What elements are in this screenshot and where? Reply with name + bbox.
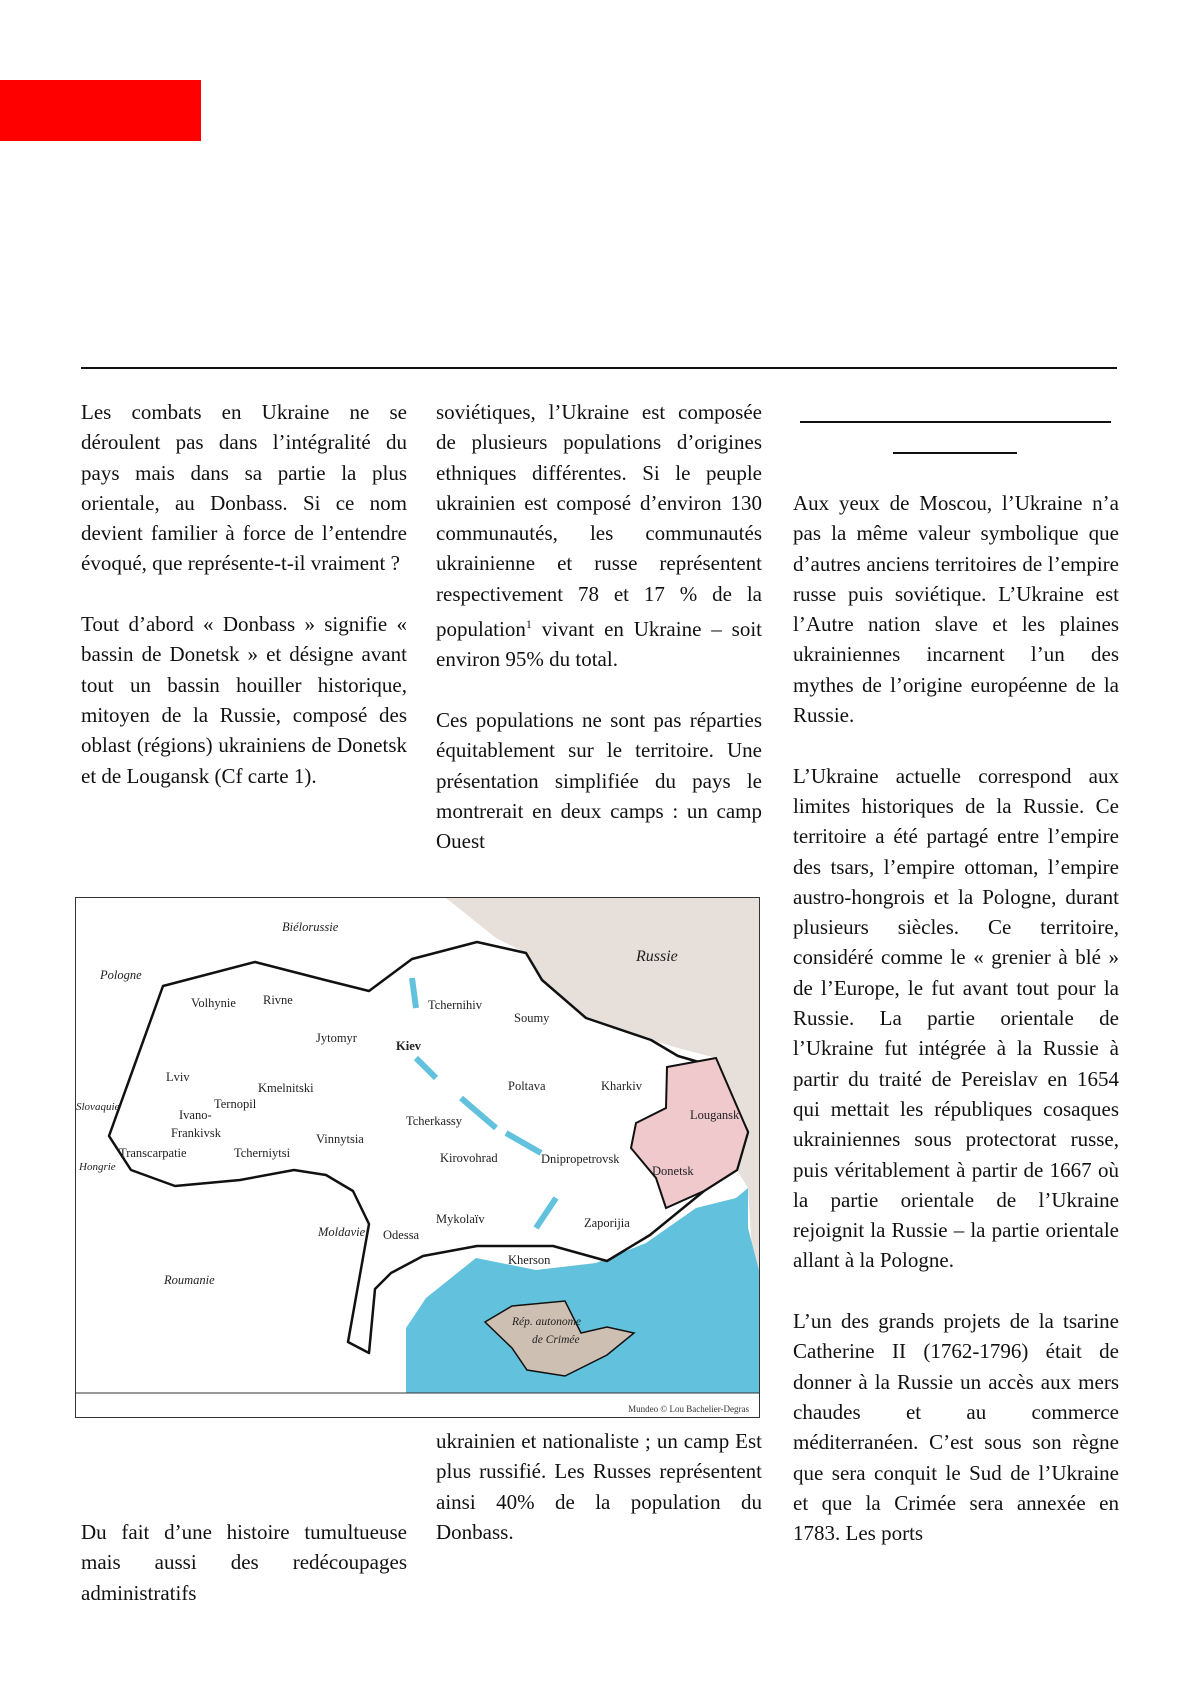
label-transcarpatie: Transcarpatie — [119, 1146, 187, 1160]
paragraph: Les combats en Ukraine ne se déroulent pas dans l’intégralité du pays mais dans sa partie la plus orientale, au Donbass. Si ce nom devient familier à force de l’entendre évoqué, que représente-t-il vraiment ? — [81, 400, 407, 576]
label-donetsk: Donetsk — [652, 1164, 694, 1178]
footnote-ref[interactable]: 1 — [525, 617, 532, 632]
label-kmelnitski: Kmelnitski — [258, 1081, 314, 1095]
label-odessa: Odessa — [383, 1228, 420, 1242]
paragraph: Tout d’abord « Donbass » signifie « bassin de Donetsk » et désigne avant tout un bassin houiller historique, mitoyen de la Russie, composé des oblast (régions) ukrainiens de Donetsk et de Lougansk (Cf carte 1). — [81, 612, 407, 788]
label-lviv: Lviv — [166, 1070, 190, 1084]
header-rule — [81, 367, 1117, 369]
column-2 — [436, 397, 762, 856]
map-credit: Mundeo © Lou Bachelier-Degras — [628, 1404, 749, 1414]
label-tcherkassy: Tcherkassy — [406, 1114, 463, 1128]
label-frankivsk: Frankivsk — [171, 1126, 221, 1140]
paragraph: L’un des grands projets de la tsarine Catherine II (1762-1796) était de donner à la Russie un accès aux mers chaudes et au commerce méditerranéen. C’est sous son règne que sera conquit le Sud de l’Ukraine et que la Crimée sera annexée en 1783. Les ports — [793, 1309, 1119, 1546]
label-kherson: Kherson — [508, 1253, 551, 1267]
paragraph: Ces populations ne sont pas réparties équitablement sur le territoire. Une présentation simplifiée du pays le montrerait en deux camps : un camp Ouest — [436, 707, 762, 854]
label-lougansk: Lougansk — [690, 1108, 740, 1122]
label-tchernihiv: Tchernihiv — [428, 998, 482, 1012]
column-3 — [793, 488, 1119, 1548]
red-accent-bar — [0, 80, 201, 141]
label-dnipropetrovsk: Dnipropetrovsk — [541, 1152, 620, 1166]
column-1 — [81, 397, 407, 791]
label-ternopil: Ternopil — [214, 1097, 257, 1111]
column-2-bottom — [436, 1426, 762, 1547]
label-crimea: de Crimée — [532, 1334, 580, 1346]
label-romania: Roumanie — [164, 1273, 215, 1287]
label-rivne: Rivne — [263, 993, 293, 1007]
label-russia: Russie — [636, 948, 678, 965]
paragraph: ukrainien et nationaliste ; un camp Est plus russifié. Les Russes représentent ainsi 40% de la population du Donbass. — [436, 1429, 762, 1544]
paragraph: L’Ukraine actuelle correspond aux limites historiques de la Russie. Ce territoire a été partagé entre l’empire des tsars, l’empire ottoman, l’empire austro-hongrois et la Pologne, durant plusieurs siècles. Ce territoire, considéré comme le « grenier à blé » de l’Europe, le fut avant tout pour la Russie. La partie orientale de l’Ukraine fut intégrée à la Russie à partir du traité de Pereislav en 1654 qui mettait les républiques cosaques ukrainiennes sous protectorat russe, puis véritablement à partir de 1667 où la partie orientale de l’Ukraine rejoignit la Russie – la partie orientale allant à la Pologne. — [793, 763, 1119, 1273]
label-vinnytsia: Vinnytsia — [316, 1132, 364, 1146]
label-poland: Pologne — [100, 968, 142, 982]
label-jytomyr: Jytomyr — [316, 1031, 357, 1045]
label-zaporijia: Zaporijia — [584, 1216, 630, 1230]
label-kharkiv: Kharkiv — [601, 1079, 642, 1093]
label-tcherniytsi: Tcherniytsi — [234, 1146, 291, 1160]
paragraph: Du fait d’une histoire tumultueuse mais aussi des redécoupages administratifs — [81, 1520, 407, 1605]
label-soumy: Soumy — [514, 1011, 550, 1025]
label-mykolaiv: Mykolaïv — [436, 1212, 485, 1226]
column-1-bottom — [81, 1517, 407, 1608]
label-poltava: Poltava — [508, 1079, 546, 1093]
heading-underline — [800, 421, 1111, 423]
paragraph: soviétiques, l’Ukraine est composée de plusieurs populations d’origines ethniques différentes. Si le peuple ukrainien est composé d’environ 130 communautés, les communautés ukrainienne et russe représentent respectivement 78 et 17 % de la population$^1$ vivant en Ukraine – soit environ 95% du total. — [436, 400, 762, 672]
heading-underline — [893, 452, 1017, 454]
label-kirovohrad: Kirovohrad — [440, 1151, 498, 1165]
label-ivano: Ivano- — [179, 1108, 212, 1122]
ukraine-map — [75, 897, 760, 1418]
label-crimea: Rép. autonome — [512, 1316, 581, 1328]
label-slovakia: Slovaquie — [76, 1101, 120, 1113]
label-hungary: Hongrie — [79, 1161, 116, 1173]
label-volhynie: Volhynie — [191, 996, 236, 1010]
label-belarus: Biélorussie — [282, 920, 339, 934]
label-moldova: Moldavie — [318, 1225, 366, 1239]
label-kiev: Kiev — [396, 1039, 421, 1053]
paragraph: Aux yeux de Moscou, l’Ukraine n’a pas la même valeur symbolique que d’autres anciens territoires de l’empire russe puis soviétique. L’Ukraine est l’Autre nation slave et les plaines ukrainiennes incarnent l’un des mythes de l’origine européenne de la Russie. — [793, 491, 1119, 728]
